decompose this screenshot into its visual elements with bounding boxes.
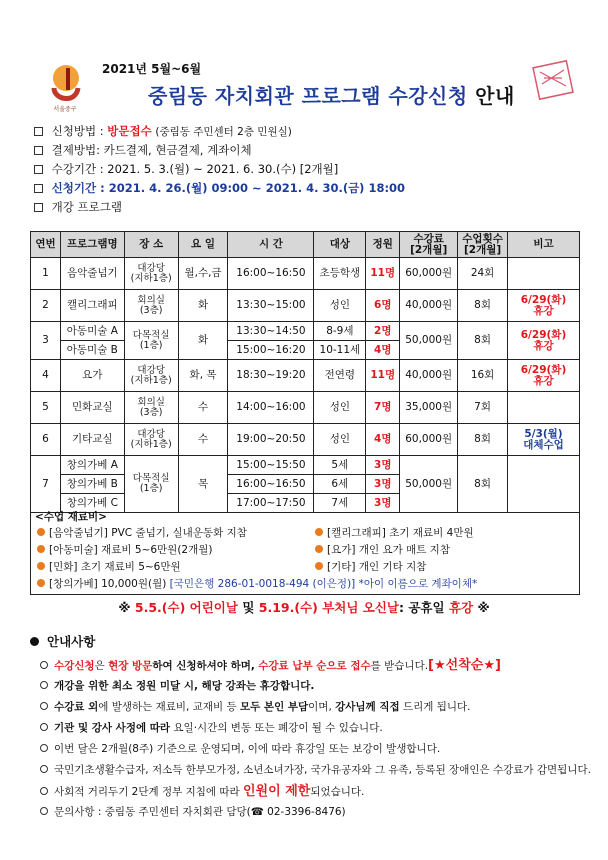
table-row: 아동미술 B 15:00~16:20 10-11세 4명 bbox=[31, 341, 580, 360]
circle-bullet-icon bbox=[40, 765, 48, 773]
info-apply-period: 신청기간 : 2021. 4. 26.(월) 09:00 ~ 2021. 4. 30.(금) 18:00 bbox=[34, 179, 584, 198]
bullet-icon bbox=[37, 562, 45, 570]
material-item: [민화] 초기 재료비 5~6만원 bbox=[37, 559, 181, 574]
checkbox-icon bbox=[34, 165, 43, 174]
checkbox-icon bbox=[34, 184, 43, 193]
col-header: 시 간 bbox=[228, 232, 314, 258]
notice-item: 수강료 외에 발생하는 재료비, 교재비 등 모두 본인 부담이며, 강사님께 직접 드리게 됩니다. bbox=[40, 697, 600, 718]
period-label: 2021년 5월~6월 bbox=[102, 62, 202, 76]
jung-gu-logo-icon bbox=[46, 62, 82, 106]
notice-item: 수강신청은 현장 방문하여 신청하셔야 하며, 수강료 납부 순으로 접수를 받습니다.[★선착순★] bbox=[40, 655, 600, 676]
page-title bbox=[148, 80, 515, 109]
col-header: 대상 bbox=[314, 232, 366, 258]
bullet-icon bbox=[30, 637, 39, 646]
material-item: [캘리그래피] 초기 재료비 4만원 bbox=[315, 525, 474, 540]
circle-bullet-icon bbox=[40, 787, 48, 795]
program-table bbox=[30, 231, 580, 513]
circle-bullet-icon bbox=[40, 723, 48, 731]
decorative-stamp-icon bbox=[528, 58, 578, 102]
table-row: 창의가베 C 17:00~17:50 7세 3명 bbox=[31, 494, 580, 513]
info-method: 신청방법 : 방문접수 (중림동 주민센터 2층 민원실) bbox=[34, 122, 584, 141]
checkbox-icon bbox=[34, 127, 43, 136]
bullet-icon bbox=[37, 528, 45, 536]
notice-item: 개강을 위한 최소 정원 미달 시, 해당 강좌는 휴강합니다. bbox=[40, 676, 600, 697]
info-section bbox=[34, 122, 584, 217]
bullet-icon bbox=[315, 545, 323, 553]
circle-bullet-icon bbox=[40, 702, 48, 710]
checkbox-icon bbox=[34, 203, 43, 212]
table-row: 5 민화교실 회의실 (3층) 수 14:00~16:00 성인 7명 35,000원 7회 bbox=[31, 392, 580, 424]
bullet-icon bbox=[37, 545, 45, 553]
col-header: 수업횟수 [2개월] bbox=[458, 232, 508, 258]
material-item: [기타] 개인 기타 지참 bbox=[315, 559, 426, 574]
circle-bullet-icon bbox=[40, 681, 48, 689]
col-header: 연번 bbox=[31, 232, 61, 258]
col-header: 비고 bbox=[508, 232, 580, 258]
materials-box bbox=[30, 509, 580, 595]
table-row: 3 아동미술 A 다목적실 (1층) 화 13:30~14:50 8-9세 2명 50,000원 8회 6/29(화) 휴강 bbox=[31, 322, 580, 341]
material-item: [음악줄넘기] PVC 줄넘기, 실내운동화 지참 bbox=[37, 525, 247, 540]
circle-bullet-icon bbox=[40, 744, 48, 752]
bullet-icon bbox=[315, 562, 323, 570]
bullet-icon bbox=[315, 528, 323, 536]
notice-heading: 안내사항 bbox=[30, 632, 95, 650]
title-suffix: 안내 bbox=[475, 84, 515, 108]
material-item: [요가] 개인 요가 매트 지참 bbox=[315, 542, 450, 557]
col-header: 프로그램명 bbox=[60, 232, 124, 258]
holiday-notice: ※ 5.5.(수) 어린이날 및 5.19.(수) 부처님 오신날: 공휴일 휴강 ※ bbox=[118, 600, 490, 615]
table-row: 창의가베 B 16:00~16:50 6세 3명 bbox=[31, 475, 580, 494]
col-header: 요 일 bbox=[178, 232, 228, 258]
info-course-period: 수강기간 : 2021. 5. 3.(월) ~ 2021. 6. 30.(수) [2개월] bbox=[34, 160, 584, 179]
table-row: 4 요가 대강당 (지하1층) 화, 목 18:30~19:20 전연령 11명 40,000원 16회 6/29(화) 휴강 bbox=[31, 360, 580, 392]
checkbox-icon bbox=[34, 146, 43, 155]
material-item: [창의가베] 10,000원(월) [국민은행 286-01-0018-494 (이은정)] *아이 이름으로 계좌이체* bbox=[37, 576, 477, 591]
title-main: 중림동 자치회관 프로그램 수강신청 bbox=[148, 84, 468, 108]
table-row: 2 캘리그래피 회의실 (3층) 화 13:30~15:00 성인 6명 40,000원 8회 6/29(화) 휴강 bbox=[31, 290, 580, 322]
info-programs-label: 개강 프로그램 bbox=[34, 198, 584, 217]
notice-item: 국민기초생활수급자, 저소득 한부모가정, 소년소녀가장, 국가유공자와 그 유족, 등록된 장애인은 수강료가 감면됩니다. bbox=[40, 760, 600, 781]
bullet-icon bbox=[37, 579, 45, 587]
notice-item: 기관 및 강사 사정에 따라 요일·시간의 변동 또는 폐강이 될 수 있습니다. bbox=[40, 718, 600, 739]
table-header-row bbox=[31, 232, 580, 258]
col-header: 정원 bbox=[366, 232, 400, 258]
circle-bullet-icon bbox=[40, 661, 48, 669]
logo-caption: 서울중구 bbox=[53, 106, 77, 113]
notice-list bbox=[40, 655, 600, 823]
info-payment: 결제방법: 카드결제, 현금결제, 계좌이체 bbox=[34, 141, 584, 160]
material-item: [아동미술] 재료비 5~6만원(2개월) bbox=[37, 542, 212, 557]
materials-title: <수업 재료비> bbox=[35, 511, 107, 523]
notice-item: 사회적 거리두기 2단계 정부 지침에 따라 인원이 제한되었습니다. bbox=[40, 781, 600, 802]
col-header: 수강료 [2개월] bbox=[400, 232, 458, 258]
notice-item: 문의사항 : 중림동 주민센터 자치회관 담당(☎ 02-3396-8476) bbox=[40, 802, 600, 823]
header bbox=[40, 58, 580, 118]
col-header: 장 소 bbox=[124, 232, 178, 258]
table-row: 1 음악줄넘기 대강당 (지하1층) 월,수,금 16:00~16:50 초등학생 11명 60,000원 24회 bbox=[31, 258, 580, 290]
table-row: 6 기타교실 대강당 (지하1층) 수 19:00~20:50 성인 4명 60,000원 8회 5/3(월) 대체수업 bbox=[31, 424, 580, 456]
notice-item: 이번 달은 2개월(8주) 기준으로 운영되며, 이에 따라 휴강일 또는 보강이 발생합니다. bbox=[40, 739, 600, 760]
table-row: 7 창의가베 A 다목적실 (1층) 목 15:00~15:50 5세 3명 50,000원 8회 bbox=[31, 456, 580, 475]
circle-bullet-icon bbox=[40, 807, 48, 815]
